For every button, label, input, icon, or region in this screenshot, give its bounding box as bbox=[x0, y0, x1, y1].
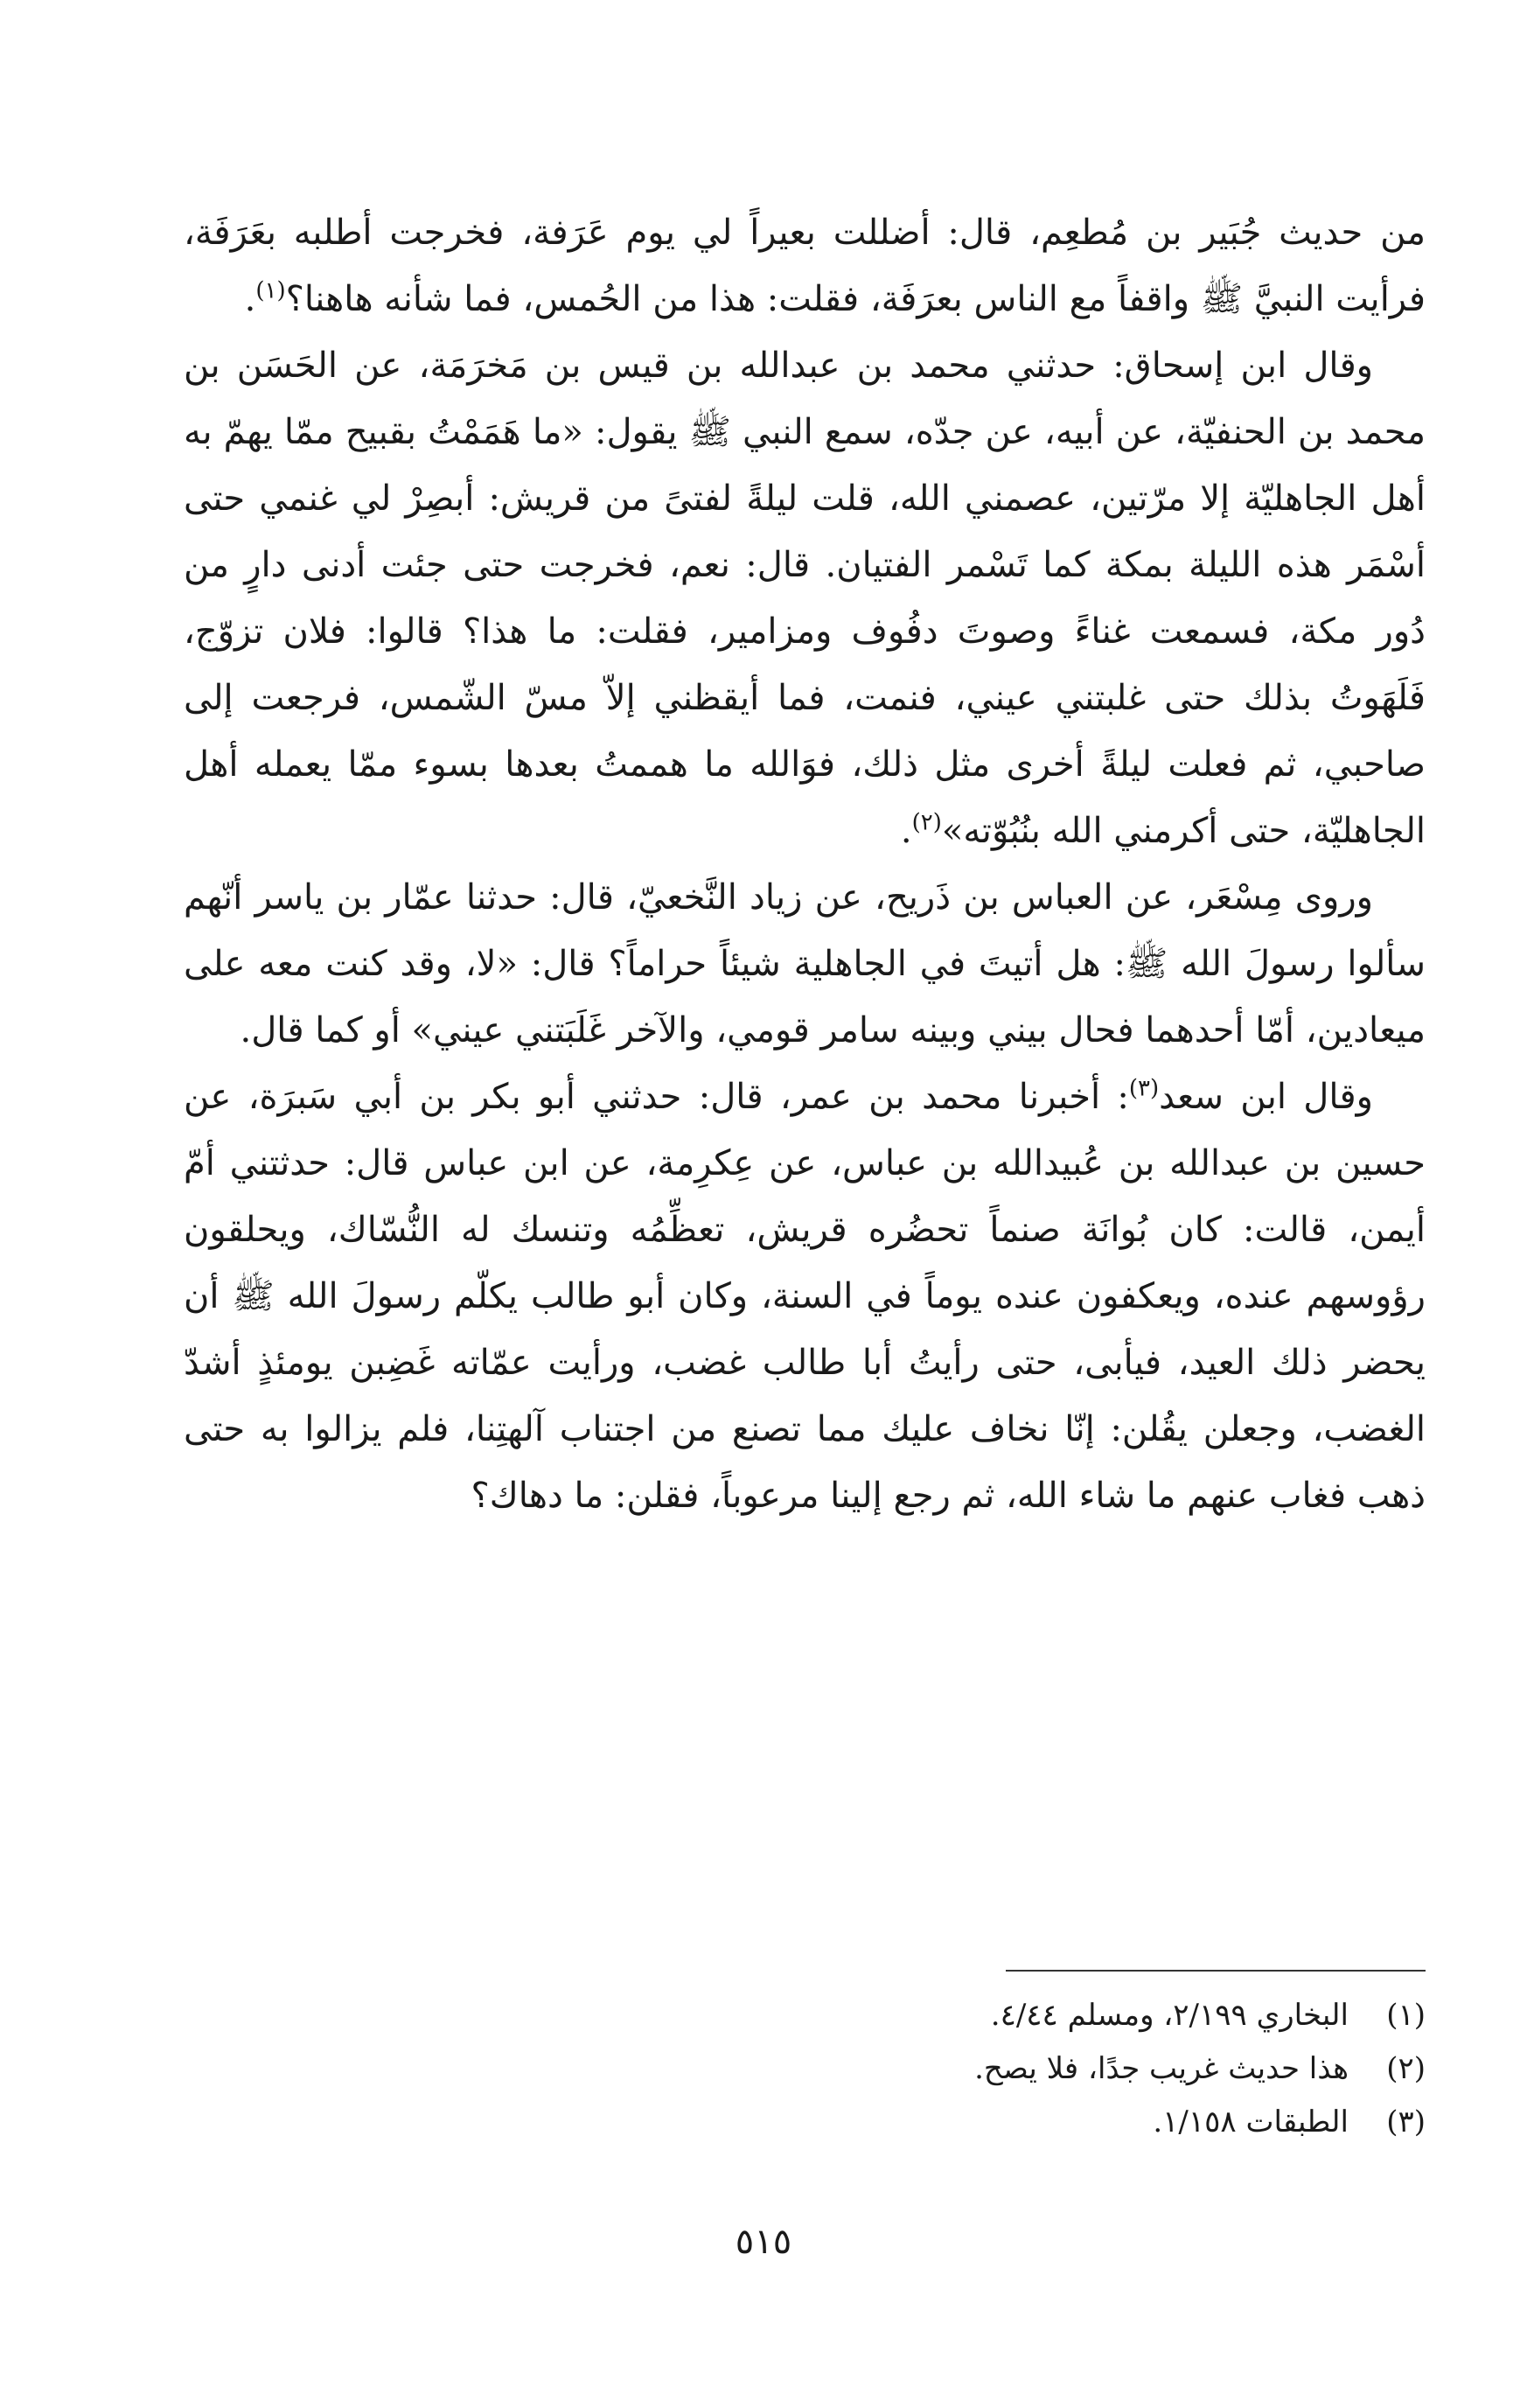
page-number: ٥١٥ bbox=[735, 2222, 792, 2262]
paragraph-4 bbox=[184, 1064, 1426, 1529]
footnote-2 bbox=[184, 2042, 1426, 2096]
footnote-number: (١) bbox=[1386, 1998, 1426, 2033]
footnote-text: الطبقات ١/١٥٨. bbox=[1153, 2104, 1349, 2139]
footnotes bbox=[184, 1989, 1426, 2149]
footnote-number: (٢) bbox=[1386, 2051, 1426, 2086]
paragraph-1-text-1: من حديث جُبَير بن مُطعِم، قال: أضللت بعيراً لي يوم عَرَفة، فخرجت أطلبه بعَرَفَة، فرأيت النبيَّ ﷺ واقفاً مع الناس بعرَفَة، فقلت: هذا من الحُمس، فما شأنه هاهنا؟ bbox=[184, 213, 1426, 319]
main-text bbox=[184, 199, 1426, 1529]
footnote-separator bbox=[1006, 1970, 1426, 1972]
paragraph-1-text-2: . bbox=[244, 279, 256, 319]
paragraph-3 bbox=[184, 864, 1426, 1064]
footnote-1 bbox=[184, 1989, 1426, 2042]
paragraph-3-text-1: وروى مِسْعَر، عن العباس بن ذَريح، عن زياد النَّخعيّ، قال: حدثنا عمّار بن ياسر أنّهم سألوا رسولَ الله ﷺ: هل أتيتَ في الجاهلية شيئاً حراماً؟ قال: «لا، وقد كنت معه على ميعادين، أمّا أحدهما فحال بيني وبينه سامر قومي، والآخر غَلَبَتني عيني» أو كما قال. bbox=[184, 877, 1426, 1050]
footnote-3 bbox=[184, 2096, 1426, 2149]
footnote-ref-3[interactable]: (٣) bbox=[1128, 1075, 1160, 1102]
paragraph-1 bbox=[184, 199, 1426, 332]
paragraph-2-text-1: وقال ابن إسحاق: حدثني محمد بن عبدالله بن قيس بن مَخرَمَة، عن الحَسَن بن محمد بن الحنفيّة، عن أبيه، عن جدّه، سمع النبي ﷺ يقول: «ما هَمَمْتُ بقبيح ممّا يهمّ به أهل الجاهليّة إلا مرّتين، عصمني الله، قلت ليلةً لفتىً من قريش: أبصِرْ لي غنمي حتى أسْمَر هذه الليلة بمكة كما تَسْمر الفتيان. قال: نعم، فخرجت حتى جئت أدنى دارٍ من دُور مكة، فسمعت غناءً وصوتَ دفُوف ومزامير، فقلت: ما هذا؟ قالوا: فلان تزوّج، فَلَهَوتُ بذلك حتى غلبتني عيني، فنمت، فما أيقظني إلاّ مسّ الشّمس، فرجعت إلى صاحبي، ثم فعلت ليلةً أخرى مثل ذلك، فوَالله ما هممتُ بعدها بسوء ممّا يعمله أهل الجاهليّة، حتى أكرمني الله بنُبُوّته» bbox=[184, 345, 1426, 851]
footnote-text: البخاري ٢/١٩٩، ومسلم ٤/٤٤. bbox=[990, 1998, 1349, 2033]
paragraph-4-text-1: وقال ابن سعد bbox=[1159, 1077, 1373, 1117]
paragraph-2 bbox=[184, 332, 1426, 864]
paragraph-2-text-2: . bbox=[900, 811, 912, 851]
footnote-ref-1[interactable]: (١) bbox=[255, 277, 286, 304]
paragraph-4-text-2: : أخبرنا محمد بن عمر، قال: حدثني أبو بكر بن أبي سَبرَة، عن حسين بن عبدالله بن عُبيدالله بن عباس، عن عِكرِمة، عن ابن عباس قال: حدثتني أمّ أيمن، قالت: كان بُوانَة صنماً تحضُره قريش، تعظِّمُه وتنسك له النُّسّاك، ويحلقون رؤوسهم عنده، ويعكفون عنده يوماً في السنة، وكان أبو طالب يكلّم رسولَ الله ﷺ أن يحضر ذلك العيد، فيأبى، حتى رأيتُ أبا طالب غضب، ورأيت عمّاته غَضِبن يومئذٍ أشدّ الغضب، وجعلن يقُلن: إنّا نخاف عليك مما تصنع من اجتناب آلهتِنا، فلم يزالوا به حتى ذهب فغاب عنهم ما شاء الله، ثم رجع إلينا مرعوباً، فقلن: ما دهاك؟ bbox=[184, 1077, 1426, 1516]
footnote-number: (٣) bbox=[1386, 2104, 1426, 2139]
footnote-ref-2[interactable]: (٢) bbox=[911, 809, 942, 836]
footnote-text: هذا حديث غريب جدًا، فلا يصح. bbox=[974, 2051, 1349, 2086]
